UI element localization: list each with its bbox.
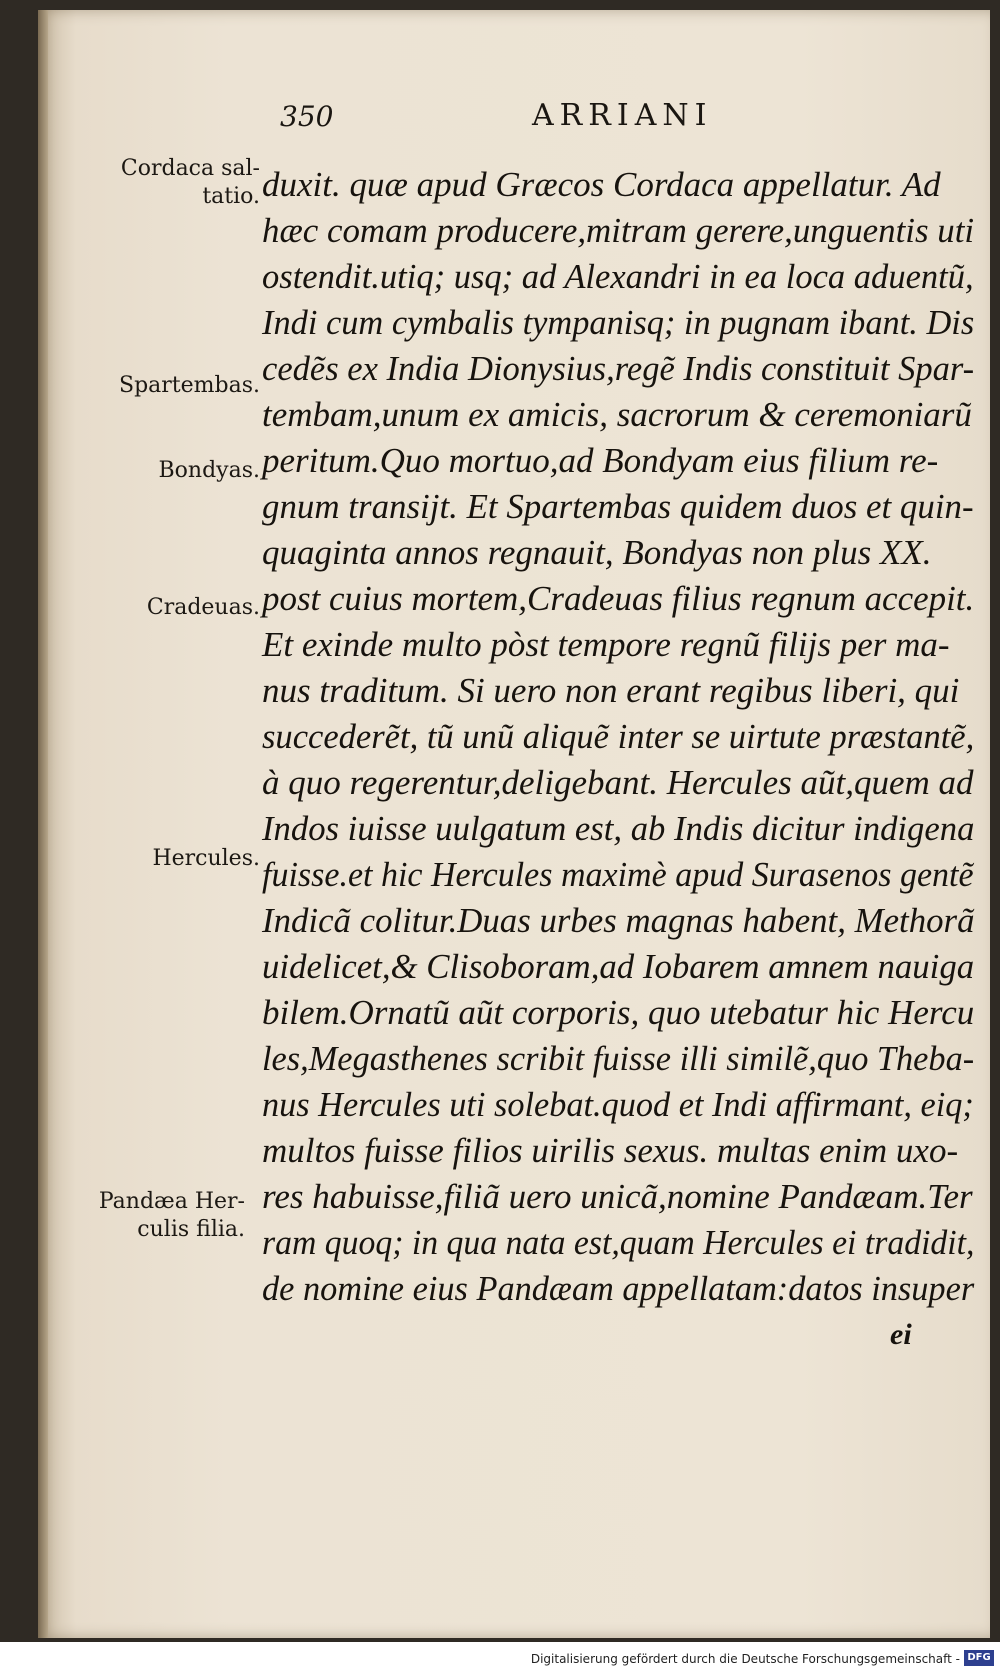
text-line: gnum transijt. Et Spartembas quidem duos et quin- [262,487,974,526]
text-line: de nomine eius Pandæam appellatam:datos insuper [262,1269,975,1308]
marginal-note-pandaea: Pandæa Her- culis filia. [98,1189,245,1242]
text-line: ostendit.utiq; usq; ad Alexandri in ea loca aduentũ, [262,257,974,296]
marginal-note-spartembas: Spartembas. [119,373,260,398]
dfg-logo-icon: DFG [964,1650,994,1666]
text-line: nus traditum. Si uero non erant regibus liberi, qui [262,671,960,710]
page-header [280,100,980,140]
catchword: ei [890,1318,912,1351]
text-line: res habuisse,filiã uero unicã,nomine Pandæam.Ter [262,1177,973,1216]
text-line: bilem.Ornatũ aũt corporis, quo utebatur hic Hercu [262,993,975,1032]
text-line: ram quoq; in qua nata est,quam Hercules ei tradidit, [262,1223,975,1262]
text-line: Indos iuisse uulgatum est, ab Indis dicitur indigena [262,809,975,848]
text-line: à quo regerentur,deligebant. Hercules aũt,quem ad [262,763,974,802]
text-line: post cuius mortem,Cradeuas filius regnum accepit. [262,579,975,618]
text-line: tembam,unum ex amicis, sacrorum & ceremoniarũ [262,395,972,434]
text-line: fuisse.et hic Hercules maximè apud Surasenos gentẽ [262,855,974,894]
text-line: hæc comam producere,mitram gerere,unguentis uti [262,211,975,250]
text-line: uidelicet,& Clisoboram,ad Iobarem amnem nauiga [262,947,975,986]
text-line: Et exinde multo pòst tempore regnũ filijs per ma- [262,625,950,664]
text-line: multos fuisse filios uirilis sexus. multas enim uxo- [262,1131,959,1170]
marginal-note-bondyas: Bondyas. [158,458,260,483]
text-line: Indicã colitur.Duas urbes magnas habent, Methorã [262,901,975,940]
text-line: les,Megasthenes scribit fuisse illi similẽ,quo Theba- [262,1039,975,1078]
funding-credit: Digitalisierung gefördert durch die Deutsche Forschungsgemeinschaft - [530,1652,960,1666]
text-line: quaginta annos regnauit, Bondyas non plus XX. [262,533,932,572]
text-line: duxit. quæ apud Græcos Cordaca appellatur. Ad [262,165,941,204]
text-line: cedẽs ex India Dionysius,regẽ Indis constituit Spar- [262,349,975,388]
marginal-note-cradeuas: Cradeuas. [146,595,260,620]
text-line: nus Hercules uti solebat.quod et Indi affirmant, eiq; [262,1085,974,1124]
running-head: ARRIANI [532,98,713,133]
marginal-note-hercules: Hercules. [152,846,260,871]
text-line: succederẽt, tũ unũ aliquẽ inter se uirtute præstantẽ, [262,717,975,756]
marginal-note-cordaca: Cordaca sal- tatio. [120,156,260,209]
page-number: 350 [280,100,334,133]
text-line: peritum.Quo mortuo,ad Bondyam eius filium re- [262,441,939,480]
digitization-footer [0,1642,1000,1680]
text-line: Indi cum cymbalis tympanisq; in pugnam ibant. Dis [262,303,975,342]
page-gutter-edge [38,10,48,1638]
